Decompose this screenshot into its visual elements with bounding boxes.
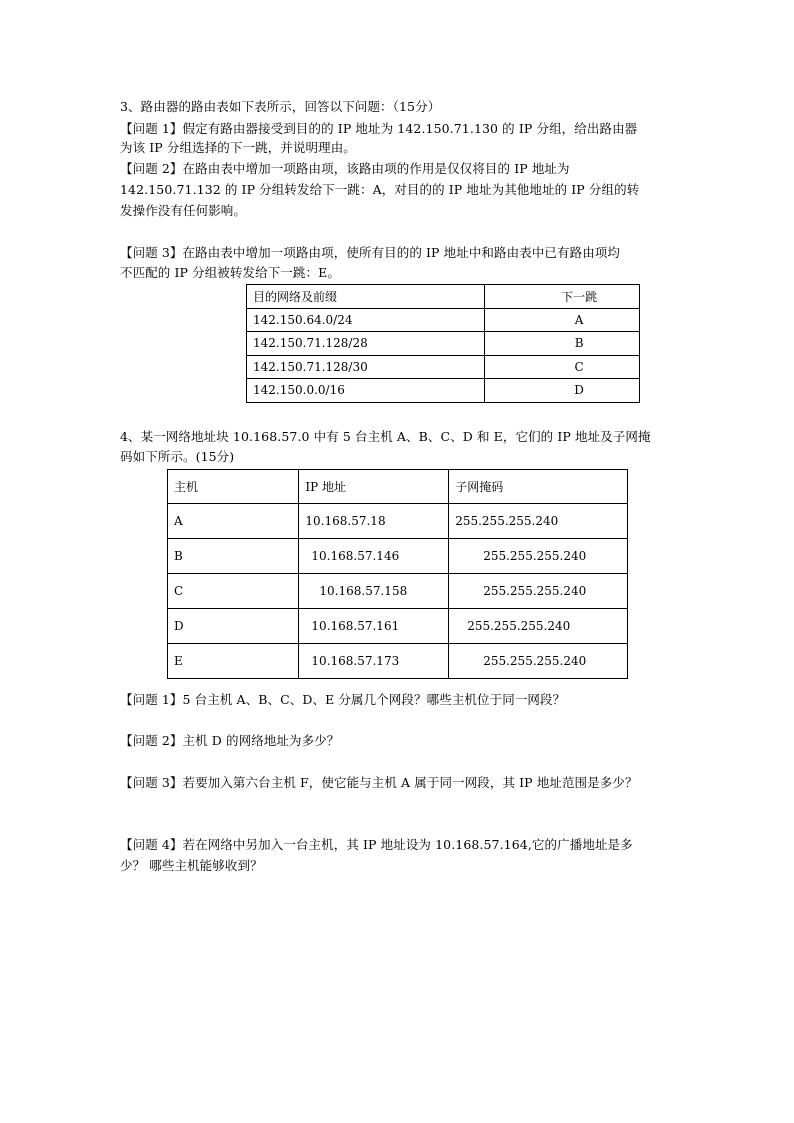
table-cell: D [485,379,640,403]
table-row [168,539,628,574]
table-cell: 142.150.71.128/30 [247,355,485,379]
table-header-row [247,285,640,309]
table-cell: B [168,539,299,574]
table-cell: 255.255.255.240 [449,609,628,644]
table-cell: 10.168.57.18 [299,504,449,539]
table-cell: 255.255.255.240 [449,539,628,574]
table-header-cell: 下一跳 [485,285,640,309]
q4-problem1: 【问题 1】5 台主机 A、B、C、D、E 分属几个网段？哪些主机位于同一网段？ [120,692,566,707]
table-cell: 10.168.57.146 [299,539,449,574]
q4-problem3: 【问题 3】若要加入第六台主机 F，使它能与主机 A 属于同一网段，其 IP 地址范围是多少？ [120,775,638,790]
q3-problem3-line1: 【问题 3】在路由表中增加一项路由项，使所有目的的 IP 地址中和路由表中已有路由项均 [120,245,621,260]
q4-problem4-line1: 【问题 4】若在网络中另加入一台主机，其 IP 地址设为 10.168.57.164,它的广播地址是多 [120,837,633,852]
table-row [168,644,628,679]
routing-table [246,284,640,403]
table-cell: D [168,609,299,644]
table-cell: B [485,332,640,356]
q3-problem3-line2: 不匹配的 IP 分组被转发给下一跳：E。 [120,265,340,280]
q4-heading-line2: 码如下所示。(15分) [120,449,235,464]
table-cell: C [168,574,299,609]
table-row [168,609,628,644]
table-cell: 10.168.57.161 [299,609,449,644]
table-cell: 10.168.57.158 [299,574,449,609]
table-row [247,308,640,332]
table-cell: 255.255.255.240 [449,644,628,679]
table-cell: C [485,355,640,379]
table-row [247,355,640,379]
q3-problem1-line2: 为该 IP 分组选择的下一跳，并说明理由。 [120,140,356,155]
table-header-row [168,470,628,504]
table-cell: 10.168.57.173 [299,644,449,679]
q3-problem2-line1: 【问题 2】在路由表中增加一项路由项，该路由项的作用是仅仅将目的 IP 地址为 [120,161,570,176]
table-header-cell: 目的网络及前缀 [247,285,485,309]
table-cell: 255.255.255.240 [449,504,628,539]
table-cell: 255.255.255.240 [449,574,628,609]
table-cell: A [168,504,299,539]
host-table [167,469,628,679]
table-header-cell: 主机 [168,470,299,504]
table-cell: 142.150.0.0/16 [247,379,485,403]
table-cell: 142.150.71.128/28 [247,332,485,356]
q4-problem2: 【问题 2】主机 D 的网络地址为多少？ [120,733,340,748]
table-cell: A [485,308,640,332]
table-row [168,504,628,539]
table-cell: E [168,644,299,679]
table-header-cell: 子网掩码 [449,470,628,504]
q3-problem2-line3: 发操作没有任何影响。 [120,203,247,218]
q3-problem1-line1: 【问题 1】假定有路由器接受到目的的 IP 地址为 142.150.71.130 的 IP 分组，给出路由器 [120,121,638,136]
table-row [247,332,640,356]
table-cell: 142.150.64.0/24 [247,308,485,332]
table-header-cell: IP 地址 [299,470,449,504]
table-row [168,574,628,609]
q4-problem4-line2: 少？ 哪些主机能够收到？ [120,858,263,873]
q3-problem2-line2: 142.150.71.132 的 IP 分组转发给下一跳：A，对目的的 IP 地址为其他地址的 IP 分组的转 [120,182,640,197]
q3-heading: 3、路由器的路由表如下表所示，回答以下问题：（15分） [120,99,441,114]
q4-heading-line1: 4、某一网络地址块 10.168.57.0 中有 5 台主机 A、B、C、D 和 E，它们的 IP 地址及子网掩 [120,429,651,444]
table-row [247,379,640,403]
